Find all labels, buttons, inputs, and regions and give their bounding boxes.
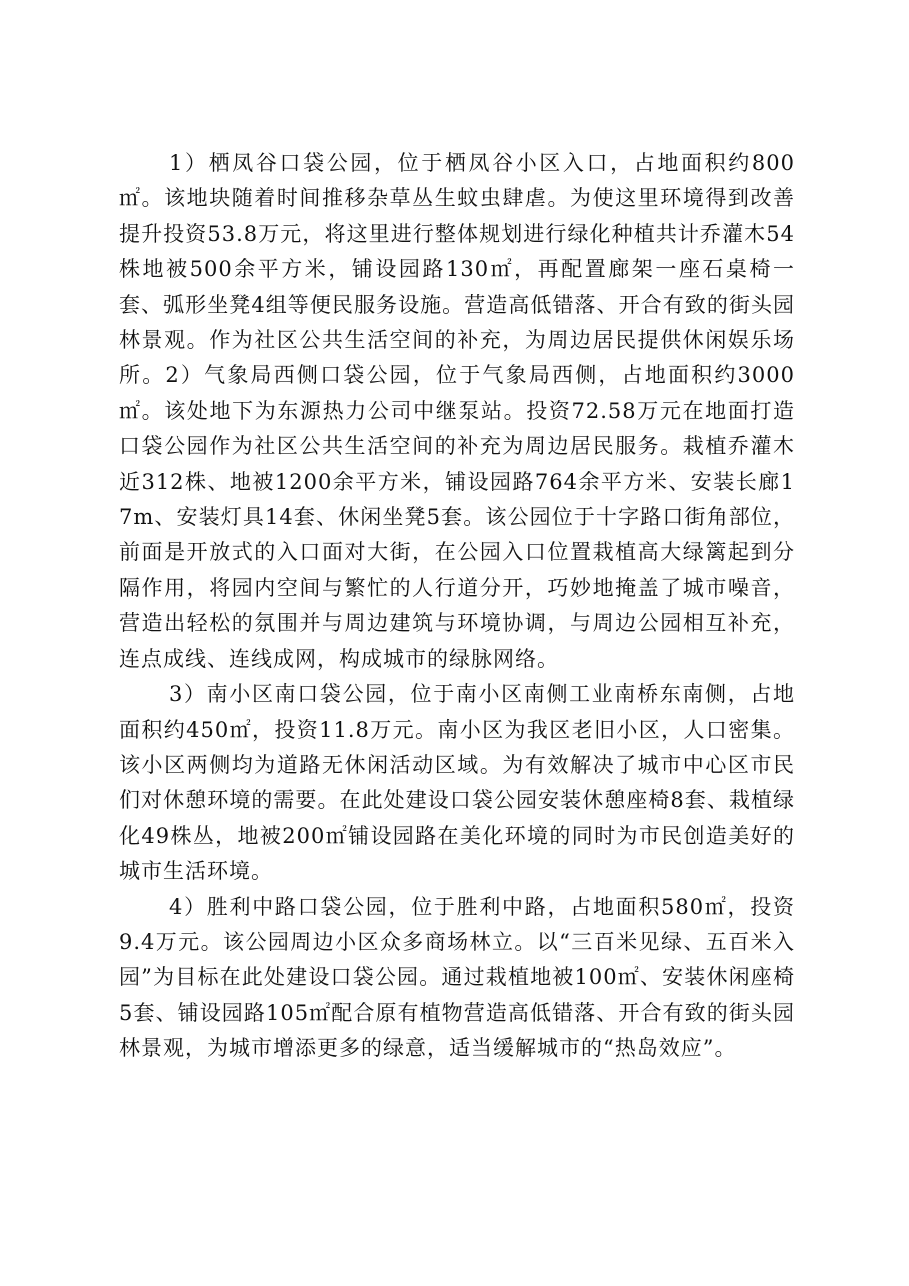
paragraph-3: 4）胜利中路口袋公园，位于胜利中路，占地面积580㎡，投资9.4万元。该公园周边小区众多商场林立。以“三百米见绿、五百米入园”为目标在此处建设口袋公园。通过栽植地被100㎡、安装休闲座椅5套、铺设园路105㎡配合原有植物营造高低错落、开合有致的街头园林景观，为城市增添更多的绿意，适当缓解城市的“热岛效应”。: [119, 894, 795, 1061]
document-body: [119, 146, 795, 1067]
paragraph-1: 1）栖凤谷口袋公园，位于栖凤谷小区入口，占地面积约800㎡。该地块随着时间推移杂草丛生蚊虫肆虐。为使这里环境得到改善提升投资53.8万元，将这里进行整体规划进行绿化种植共计乔灌木54株地被500余平方米，铺设园路130㎡，再配置廊架一座石桌椅一套、弧形坐凳4组等便民服务设施。营造高低错落、开合有致的街头园林景观。作为社区公共生活空间的补充，为周边居民提供休闲娱乐场所。2）气象局西侧口袋公园，位于气象局西侧，占地面积约3000㎡。该处地下为东源热力公司中继泵站。投资72.58万元在地面打造口袋公园作为社区公共生活空间的补充为周边居民服务。栽植乔灌木近312株、地被1200余平方米，铺设园路764余平方米、安装长廊17m、安装灯具14套、休闲坐凳5套。该公园位于十字路口街角部位，前面是开放式的入口面对大街，在公园入口位置栽植高大绿篱起到分隔作用，将园内空间与繁忙的人行道分开，巧妙地掩盖了城市噪音，营造出轻松的氛围并与周边建筑与环境协调，与周边公园相互补充，连点成线、连线成网，构成城市的绿脉网络。: [119, 151, 795, 671]
paragraph-2: 3）南小区南口袋公园，位于南小区南侧工业南桥东南侧，占地面积约450㎡，投资11.8万元。南小区为我区老旧小区，人口密集。该小区两侧均为道路无休闲活动区域。为有效解决了城市中心区市民们对休憩环境的需要。在此处建设口袋公园安装休憩座椅8套、栽植绿化49株丛，地被200㎡铺设园路在美化环境的同时为市民创造美好的城市生活环境。: [119, 682, 795, 884]
